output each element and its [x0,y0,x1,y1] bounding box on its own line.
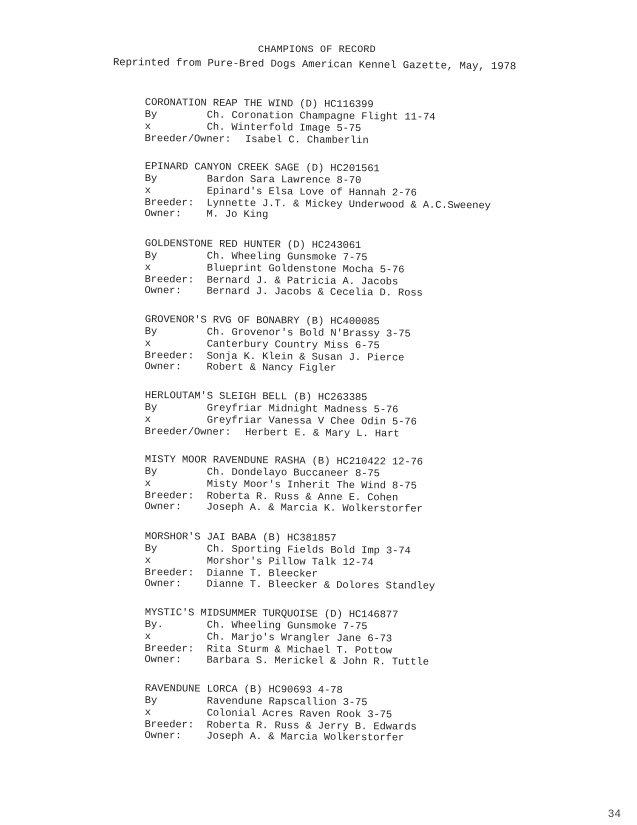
champion-name: EPINARD CANYON CREEK SAGE (D) HC201561 [144,161,380,176]
row-value: Ravendune Rapscallion 3-75 [206,695,368,710]
row-value: Morshor's Pillow Talk 12-74 [206,554,374,569]
row-value: Ch. Winterfold Image 5-75 [206,121,362,135]
row-label: By [144,694,158,708]
row-value: Roberta R. Russ & Anne E. Cohen [206,490,399,505]
row-value: Robert & Nancy Figler [206,361,337,375]
row-label: x [144,706,151,719]
row-value: Ch. Marjo's Wrangler Jane 6-73 [206,631,393,645]
row-value: Isabel C. Chamberlin [245,133,369,147]
row-value: Bernard J. Jacobs & Cecelia D. Ross [206,285,423,300]
champion-name: MORSHOR'S JAI BABA (B) HC381857 [144,530,337,545]
row-label: By [144,542,158,555]
champion-entry [144,454,625,519]
row-value: Ch. Sporting Fields Bold Imp 3-74 [206,543,411,558]
row-value: Sonja K. Klein & Susan J. Pierce [206,349,405,364]
row-label: Owner: [144,730,182,743]
row-label: Owner: [144,501,182,515]
row-label: By [144,466,158,479]
champion-entry [144,314,625,379]
champion-name: CORONATION REAP THE WIND (D) HC116399 [144,97,374,112]
champion-entry [144,161,625,226]
row-label: Owner: [144,577,182,591]
row-label: By [144,325,158,338]
row-value: M. Jo King [206,209,269,222]
row-value: Dianne T. Bleecker [206,566,318,580]
row-label: x [144,630,151,643]
row-label: Breeder: [144,273,195,286]
champion-name: GROVENOR'S RVG OF BONABRY (B) HC400085 [144,313,380,329]
row-label: Breeder: [144,642,195,655]
champion-name: GOLDENSTONE RED HUNTER (D) HC243061 [144,237,362,252]
row-value: Ch. Wheeling Gunsmoke 7-75 [206,250,368,264]
row-value: Greyfriar Vanessa V Chee Odin 5-76 [206,414,417,429]
row-value: Colonial Acres Raven Rook 3-75 [206,707,393,722]
champion-name: MISTY MOOR RAVENDUNE RASHA (B) HC210422 12-76 [144,454,424,470]
row-value: Herbert E. & Mary L. Hart [245,426,400,440]
row-value: Greyfriar Midnight Madness 5-76 [206,402,399,417]
row-value: Ch. Wheeling Gunsmoke 7-75 [206,619,368,633]
champion-list [145,97,625,759]
row-value: Bardon Sara Lawrence 8-70 [206,173,362,188]
row-label: Breeder: [144,718,195,731]
row-value: Bernard J. & Patricia A. Jacobs [206,273,399,288]
row-label: Owner: [144,361,182,374]
row-label: By [144,173,158,186]
champion-entry [144,683,625,748]
row-value: Ch. Coronation Champagne Flight 11-74 [206,109,436,124]
row-value: Joseph A. & Marcia Wolkerstorfer [206,730,405,745]
champion-entry [144,607,625,672]
row-value: Roberta R. Russ & Jerry B. Edwards [206,719,417,734]
row-value: Barbara S. Merickel & John R. Tuttle [206,654,429,669]
row-value: Ch. Grovenor's Bold N'Brassy 3-75 [206,326,411,341]
row-label: Owner: [144,208,182,222]
row-label: x [144,120,151,133]
row-value: Joseph A. & Marcia K. Wolkerstorfer [206,502,423,517]
row-label: x [144,554,151,567]
row-label: Breeder: [144,566,195,579]
row-label: Breeder/Owner: [144,132,232,146]
page-subtitle: Reprinted from Pure-Bred Dogs American Kennel Gazette, May, 1978 [112,57,517,74]
champion-entry [145,390,625,443]
row-label: Breeder: [144,489,195,503]
champion-name: MYSTIC'S MIDSUMMER TURQUOISE (D) HC146877 [144,606,399,622]
row-value: Misty Moor's Inherit The Wind 8-75 [206,478,417,493]
row-value: Rita Sturm & Michael T. Pottow [206,642,393,657]
row-value: Ch. Dondelayo Buccaneer 8-75 [206,466,380,481]
row-value: Dianne T. Bleecker & Dolores Standley [206,578,436,593]
row-label: Owner: [144,654,182,667]
champion-entry [144,531,625,596]
champion-name: RAVENDUNE LORCA (B) HC90693 4-78 [144,682,343,697]
row-label: Breeder/Owner: [144,425,232,439]
row-label: x [144,185,151,198]
row-label: Owner: [144,284,182,298]
row-value: Epinard's Elsa Love of Hannah 2-76 [206,185,417,200]
row-value: Canterbury Country Miss 6-75 [206,338,380,352]
row-label: Breeder: [144,196,195,210]
row-label: By [144,249,158,262]
champion-name: HERLOUTAM'S SLEIGH BELL (B) HC263385 [144,389,368,405]
row-value: Lynnette J.T. & Mickey Underwood & A.C.Sweeney [206,197,491,213]
row-label: x [144,413,151,426]
row-label: x [144,478,151,491]
page-title: CHAMPIONS OF RECORD [258,45,376,56]
row-label: x [144,261,151,274]
row-label: By. [144,618,164,631]
row-label: Breeder: [144,349,195,362]
row-label: By [144,401,158,415]
row-label: By [144,108,158,122]
champion-entry [145,97,625,150]
row-value: Blueprint Goldenstone Mocha 5-76 [206,261,405,276]
champion-entry [144,238,625,303]
row-label: x [144,337,151,350]
page-number: 34 [607,809,621,821]
